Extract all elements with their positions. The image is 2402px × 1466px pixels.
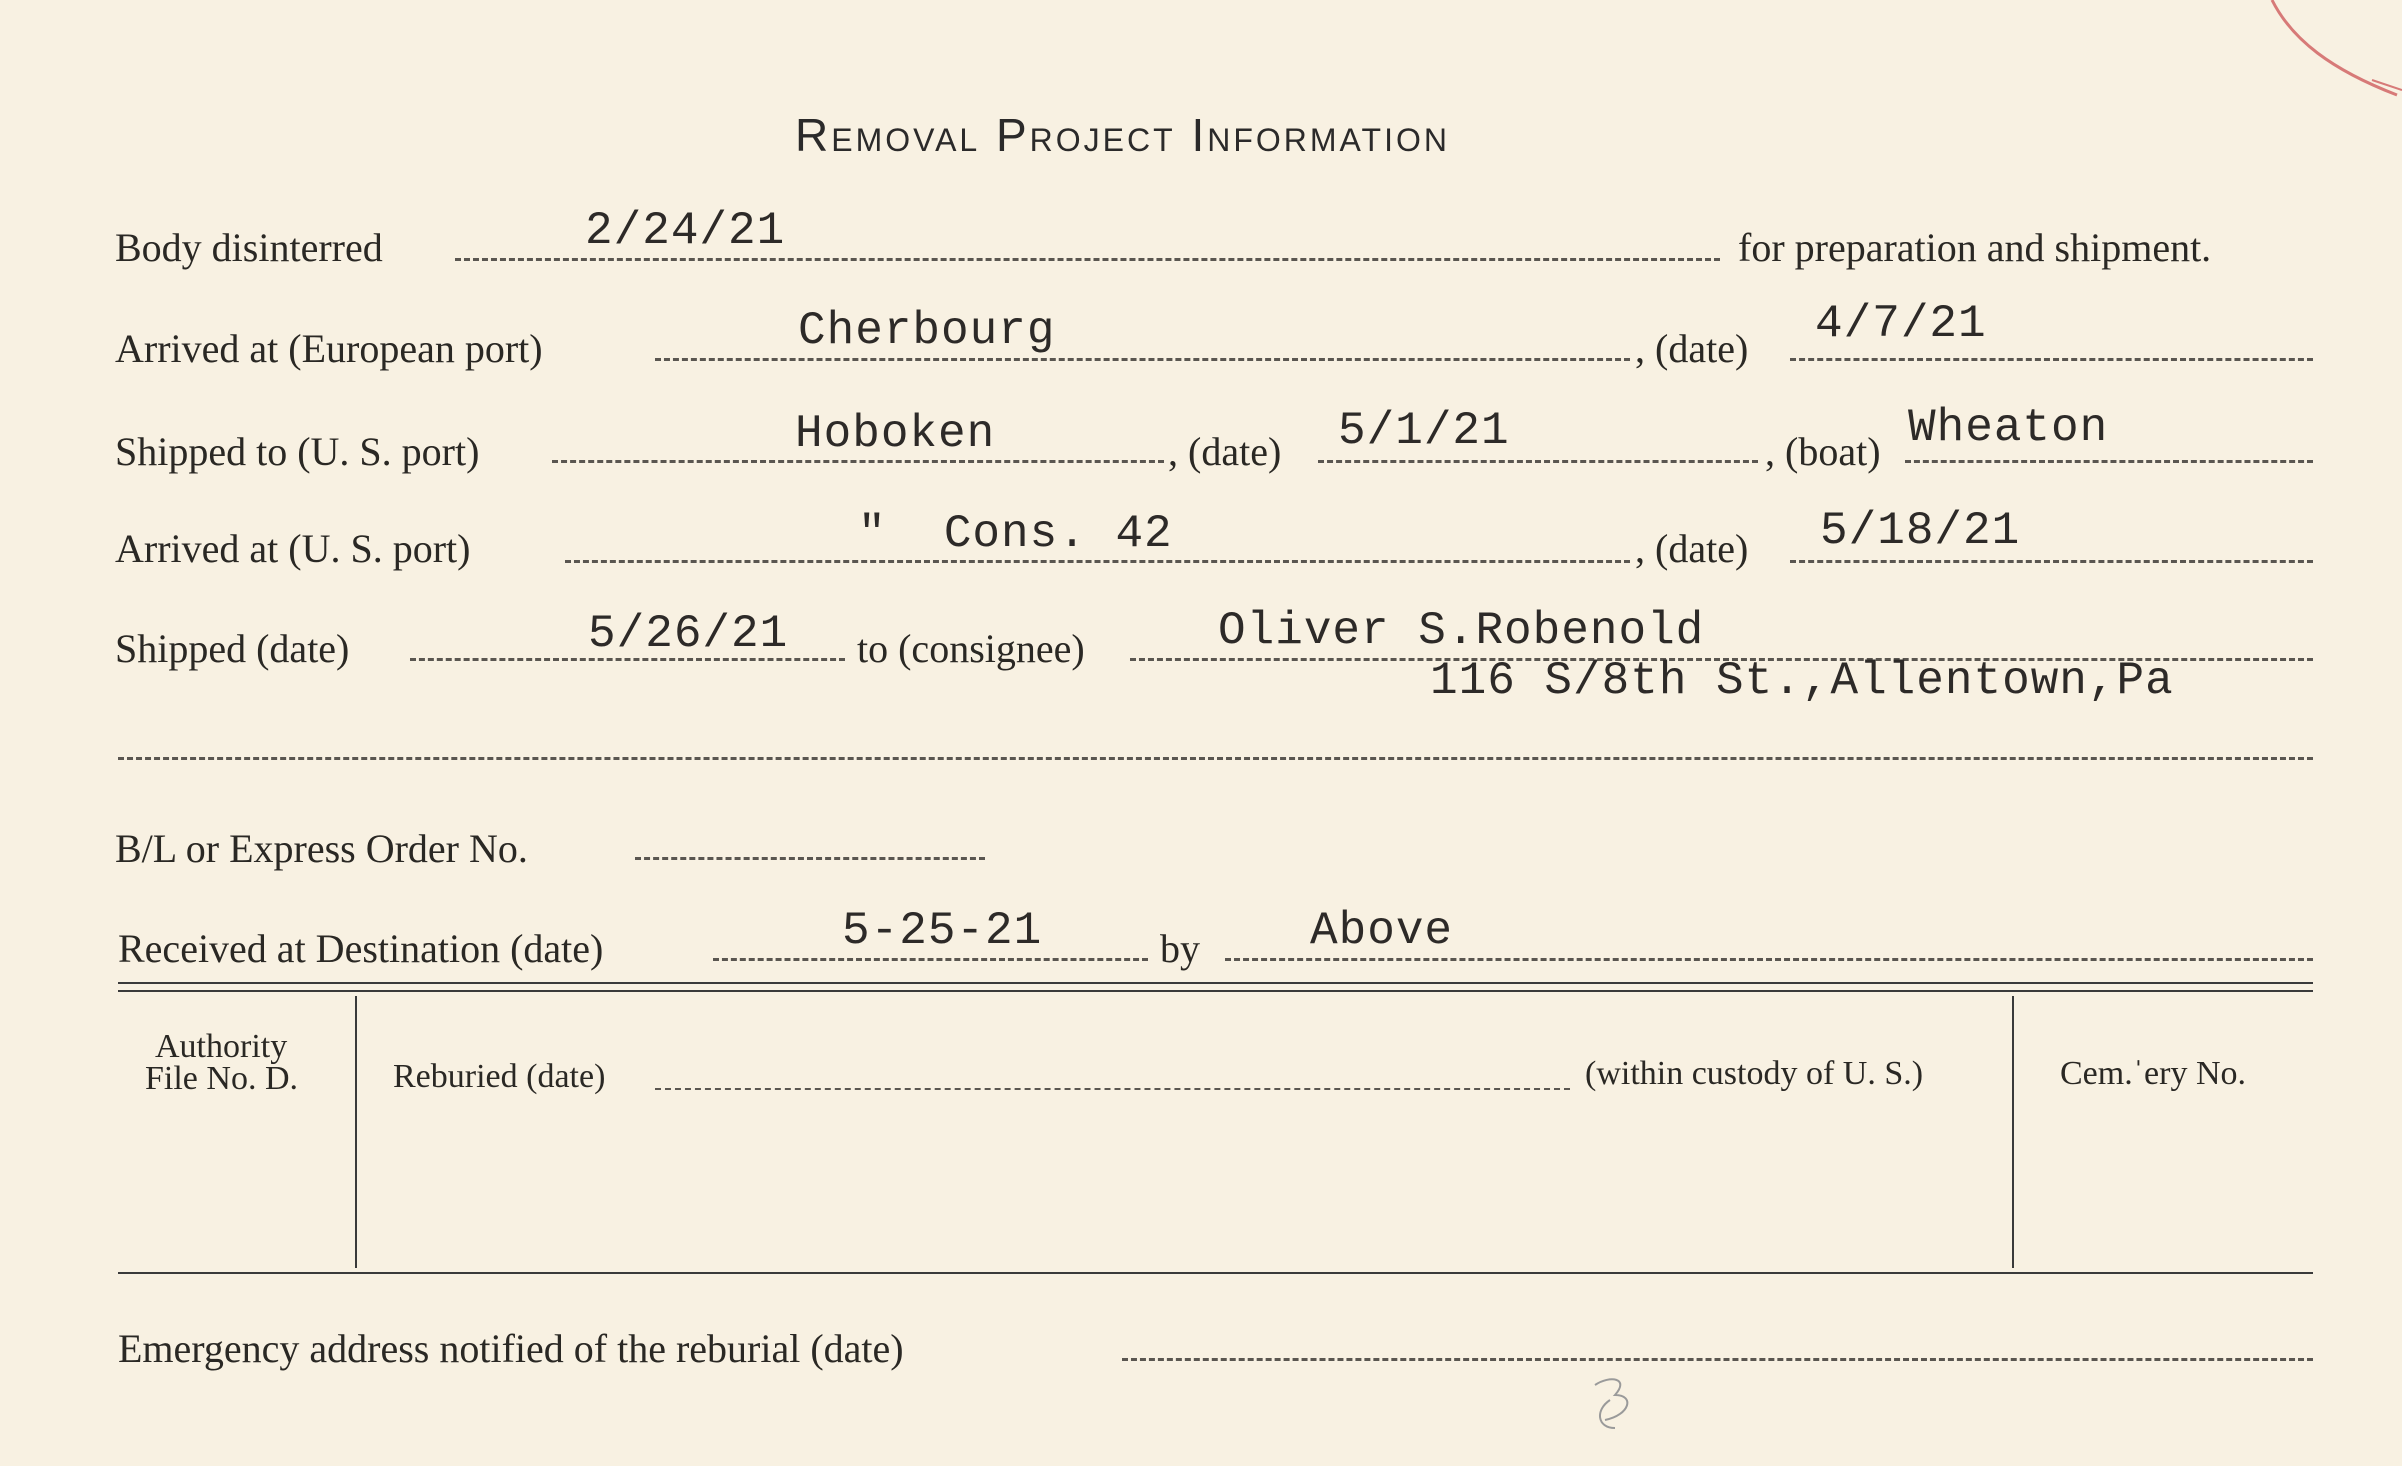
- arrived-us-line: [565, 560, 1630, 563]
- shipped-us-boat-label: , (boat): [1765, 429, 1881, 474]
- disinterred-suffix: for preparation and shipment.: [1738, 225, 2212, 270]
- reburied-label: Reburied (date): [393, 1058, 606, 1095]
- double-rule-top: [118, 982, 2313, 984]
- corner-pencil-mark: [2222, 0, 2402, 160]
- shipped-label: Shipped (date): [115, 626, 350, 671]
- consignee-name: Oliver S.Robenold: [1218, 605, 1705, 657]
- arrived-eu-label: Arrived at (European port): [115, 326, 543, 371]
- page-title: Removal Project Information: [795, 109, 1450, 161]
- arrived-eu-date-line: [1790, 358, 2313, 361]
- shipped-us-label: Shipped to (U. S. port): [115, 429, 480, 474]
- arrived-eu-date: 4/7/21: [1815, 298, 1987, 350]
- received-date-line: [713, 958, 1148, 961]
- received-label: Received at Destination (date): [118, 926, 604, 971]
- pencil-scribble: [1585, 1370, 1645, 1435]
- custody-label: (within custody of U. S.): [1585, 1055, 1924, 1092]
- blank-line: [118, 757, 2313, 760]
- arrived-us-port: " Cons. 42: [858, 508, 1173, 560]
- arrived-eu-date-label: , (date): [1635, 326, 1749, 371]
- shipped-date: 5/26/21: [588, 608, 789, 660]
- disinterred-line: [455, 258, 1720, 261]
- emergency-label: Emergency address notified of the reburial (date): [118, 1326, 904, 1371]
- authority-line2: File No. D.: [145, 1060, 298, 1097]
- consignee-label: to (consignee): [857, 626, 1085, 671]
- disinterred-label: Body disinterred: [115, 225, 383, 270]
- double-rule-bottom: [118, 990, 2313, 992]
- arrived-us-label: Arrived at (U. S. port): [115, 526, 471, 571]
- reburied-line: [655, 1088, 1570, 1090]
- received-by-line: [1225, 958, 2313, 961]
- bl-line: [635, 857, 985, 860]
- authority-divider: [355, 996, 357, 1268]
- shipped-us-date-label: , (date): [1168, 429, 1282, 474]
- arrived-us-date-label: , (date): [1635, 526, 1749, 571]
- consignee-address: 116 S/8th St.,Allentown,Pa: [1430, 655, 2174, 707]
- shipped-us-port: Hoboken: [795, 408, 996, 460]
- disinterred-date: 2/24/21: [585, 205, 786, 257]
- shipped-us-boat-line: [1905, 460, 2313, 463]
- shipped-us-line: [552, 460, 1164, 463]
- received-by: Above: [1310, 905, 1454, 957]
- authority-line1: Authority: [155, 1028, 288, 1065]
- cemetery-label: Cem.ˈery No.: [2060, 1055, 2247, 1092]
- shipped-us-date-line: [1318, 460, 1758, 463]
- cemetery-divider: [2012, 996, 2014, 1268]
- emergency-line: [1122, 1358, 2313, 1361]
- received-date: 5-25-21: [842, 905, 1043, 957]
- arrived-us-date: 5/18/21: [1820, 505, 2021, 557]
- arrived-eu-port: Cherbourg: [798, 305, 1056, 357]
- bl-label: B/L or Express Order No.: [115, 826, 528, 871]
- arrived-us-date-line: [1790, 560, 2313, 563]
- received-by-label: by: [1160, 926, 1200, 971]
- lower-box-bottom-rule: [118, 1272, 2313, 1274]
- shipped-us-boat: Wheaton: [1908, 402, 2109, 454]
- shipped-us-date: 5/1/21: [1338, 405, 1510, 457]
- arrived-eu-line: [655, 358, 1630, 361]
